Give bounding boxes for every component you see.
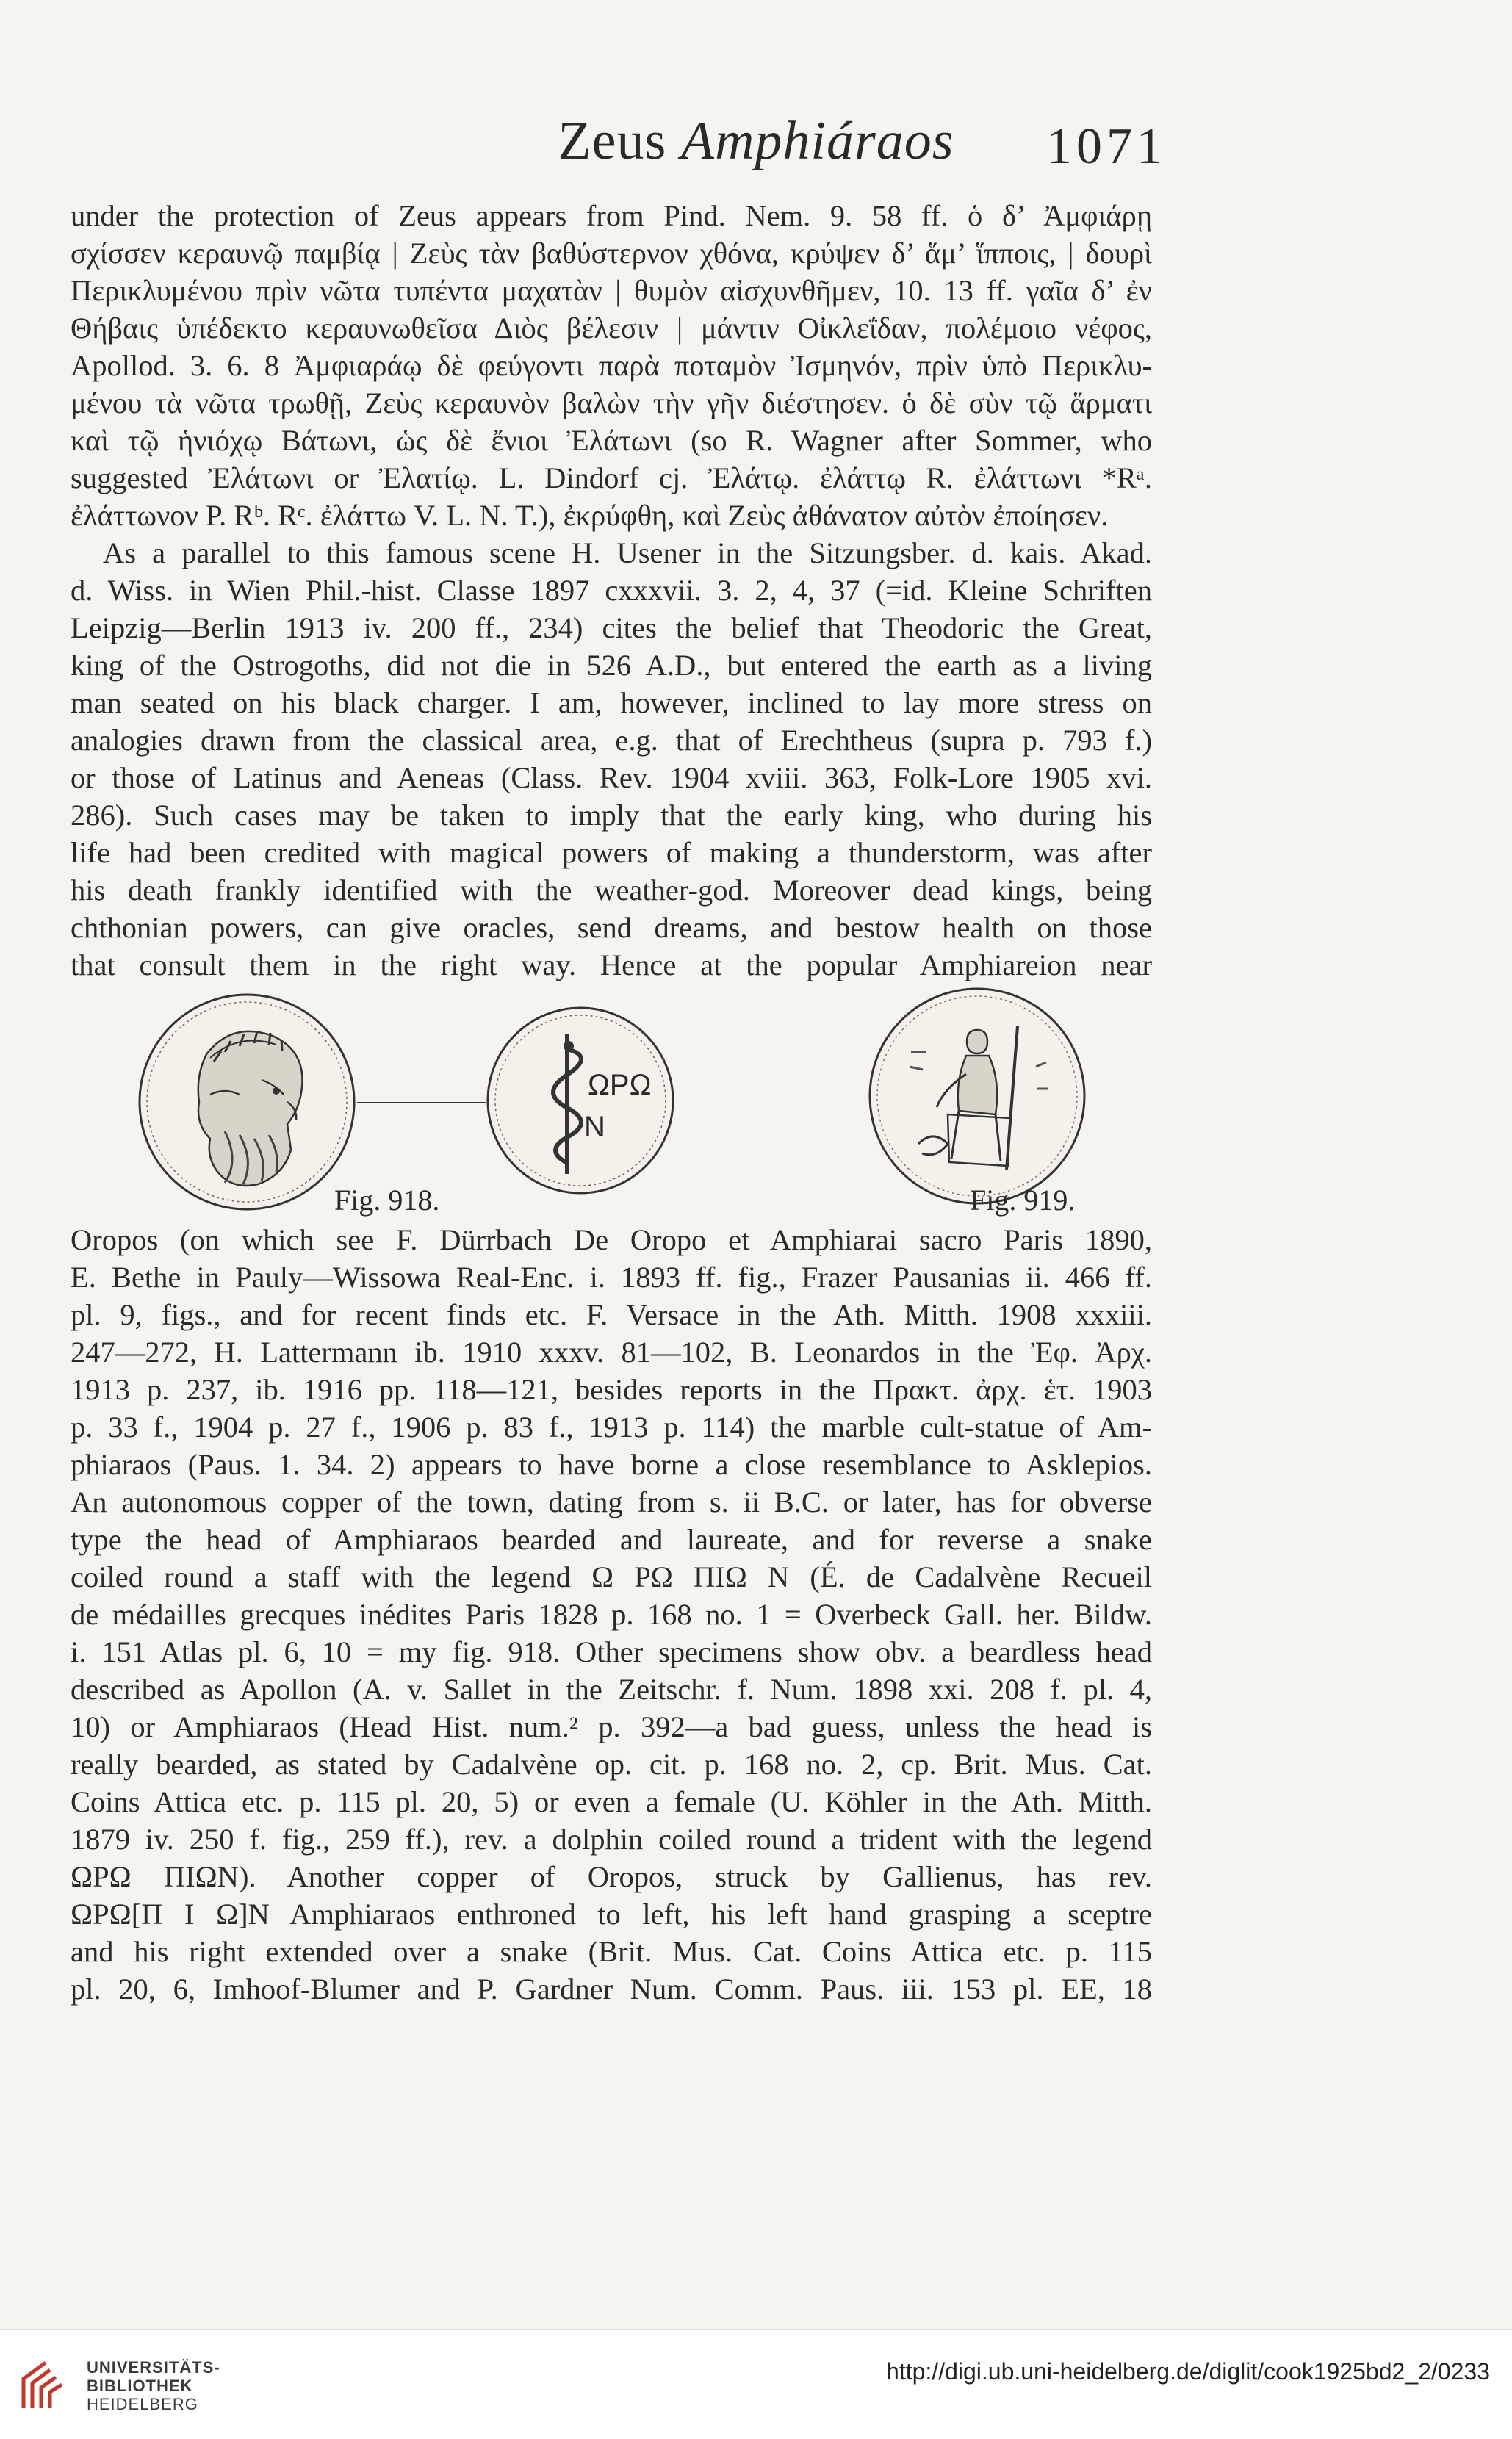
text-line: life had been credited with magical powers of making a thunderstorm, was after — [71, 836, 1152, 869]
text-line: Leipzig—Berlin 1913 iv. 200 ff., 234) cites the belief that Theodoric the Great, — [71, 611, 1152, 644]
paragraph-1 — [71, 197, 1152, 534]
text-line: king of the Ostrogoths, did not die in 526 A.D., but entered the earth as a living — [71, 649, 1152, 682]
text-line: that consult them in the right way. Hence at the popular Amphiareion near — [71, 948, 1152, 981]
text-line: 1879 iv. 250 f. fig., 259 ff.), rev. a dolphin coiled round a trident with the legend — [71, 1823, 1152, 1856]
coin-legend-bottom: N — [584, 1111, 605, 1143]
text-line: An autonomous copper of the town, dating from s. ii B.C. or later, has for obverse — [71, 1485, 1152, 1518]
text-line: man seated on his black charger. I am, however, inclined to lay more stress on — [71, 686, 1152, 719]
library-name-line3: HEIDELBERG — [87, 2395, 198, 2413]
text-line: σχίσσεν κεραυνῷ παμβίᾳ | Ζεὺς τὰν βαθύστερνον χθόνα, κρύψεν δ’ ἅμ’ ἵπποις, | δουρὶ — [71, 237, 1152, 270]
library-name-line2: BIBLIOTHEK — [87, 2377, 193, 2395]
paragraph-3 — [71, 1221, 1152, 2008]
text-line: pl. 20, 6, Imhoof-Blumer and P. Gardner Num. Comm. Paus. iii. 153 pl. EE, 18 — [71, 1973, 1152, 2006]
text-line: phiaraos (Paus. 1. 34. 2) appears to have borne a close resemblance to Asklepios. — [71, 1448, 1152, 1481]
coin-head-image — [137, 992, 357, 1212]
title-plain: Zeus — [558, 111, 681, 171]
text-line: 247—272, H. Lattermann ib. 1910 xxxv. 81—102, B. Leonardos in the Ἐφ. Ἀρχ. — [71, 1336, 1152, 1369]
text-line: and his right extended over a snake (Brit. Mus. Cat. Coins Attica etc. p. 115 — [71, 1935, 1152, 1968]
text-line: E. Bethe in Pauly—Wissowa Real-Enc. i. 1893 ff. fig., Frazer Pausanias ii. 466 ff. — [71, 1261, 1152, 1294]
text-line: ΩPΩ ΠΙΩN). Another copper of Oropos, struck by Gallienus, has rev. — [71, 1860, 1152, 1893]
text-line: i. 151 Atlas pl. 6, 10 = my fig. 918. Other specimens show obv. a beardless head — [71, 1635, 1152, 1668]
text-line: analogies drawn from the classical area, e.g. that of Erechtheus (supra p. 793 f.) — [71, 724, 1152, 757]
permalink-url[interactable]: http://digi.ub.uni-heidelberg.de/diglit/cook1925bd2_2/0233 — [886, 2358, 1490, 2385]
text-line: Περικλυμένου πρὶν νῶτα τυπέντα μαχατὰν | θυμὸν αἰσχυνθῆμεν, 10. 13 ff. γαῖα δ’ ἐν — [71, 274, 1152, 307]
text-block-lower — [71, 1221, 1152, 2008]
text-line: ΩPΩ[Π Ι Ω]N Amphiaraos enthroned to left, his left hand grasping a sceptre — [71, 1898, 1152, 1931]
text-line: ἐλάττωνον P. Rᵇ. Rᶜ. ἐλάττω V. L. N. T.), ἐκρύφθη, καὶ Ζεὺς ἀθάνατον αὐτὸν ἐποίησεν. — [71, 499, 1109, 532]
text-line: 286). Such cases may be taken to imply that the early king, who during his — [71, 799, 1152, 832]
text-line: Apollod. 3. 6. 8 Ἀμφιαράῳ δὲ φεύγοντι παρὰ ποταμὸν Ἰσμηνόν, πρὶν ὑπὸ Περικλυ- — [71, 349, 1152, 382]
viewer-footer — [0, 2329, 1512, 2439]
text-line: described as Apollon (A. v. Sallet in the Zeitschr. f. Num. 1898 xxi. 208 f. pl. 4, — [71, 1673, 1152, 1706]
title-italic: Amphiáraos — [680, 111, 954, 171]
text-line: really bearded, as stated by Cadalvène op. cit. p. 168 no. 2, cp. Brit. Mus. Cat. — [71, 1748, 1152, 1781]
text-line: Θήβαις ὑπέδεκτο κεραυνωθεῖσα Διὸς βέλεσιν | μάντιν Οἰκλεΐδαν, πολέμοιο νέφος, — [71, 311, 1152, 345]
page-number: 1071 — [1046, 118, 1167, 175]
figure-918-caption: Fig. 918. — [334, 1184, 440, 1217]
text-line: chthonian powers, can give oracles, send dreams, and bestow health on those — [71, 911, 1152, 944]
text-line: p. 33 f., 1904 p. 27 f., 1906 p. 83 f., 1913 p. 114) the marble cult-statue of Am- — [71, 1411, 1152, 1444]
text-line: under the protection of Zeus appears from Pind. Nem. 9. 58 ff. ὁ δ’ Ἀμφιάρῃ — [71, 199, 1152, 232]
figure-leader-line — [357, 1102, 486, 1103]
coin-figures — [0, 970, 1512, 1220]
text-line: coiled round a staff with the legend Ω PΩ ΠΙΩ N (É. de Cadalvène Recueil — [71, 1560, 1152, 1593]
text-line: type the head of Amphiaraos bearded and laureate, and for reverse a snake — [71, 1523, 1152, 1556]
library-name — [87, 2358, 220, 2413]
text-line: μένου τὰ νῶτα τρωθῇ, Ζεὺς κεραυνὸν βαλὼν τὴν γῆν διέστησεν. ὁ δὲ σὺν τῷ ἅρματι — [71, 386, 1152, 419]
coin-legend-top: ΩPΩ — [588, 1069, 652, 1101]
library-logo-icon — [16, 2357, 75, 2415]
library-name-line1: UNIVERSITÄTS- — [87, 2358, 220, 2377]
text-block-upper — [71, 197, 1152, 984]
page-header — [0, 110, 1512, 184]
text-line: suggested Ἐλάτωνι or Ἐλατίῳ. L. Dindorf cj. Ἐλάτῳ. ἐλάττῳ R. ἐλάττωνι *Rᵃ. — [71, 461, 1152, 494]
figure-919-caption: Fig. 919. — [970, 1184, 1076, 1217]
text-line: As a parallel to this famous scene H. Usener in the Sitzungsber. d. kais. Akad. — [103, 536, 1152, 569]
text-line: pl. 9, figs., and for recent finds etc. F. Versace in the Ath. Mitth. 1908 xxxiii. — [71, 1298, 1152, 1331]
text-line: Oropos (on which see F. Dürrbach De Oropo et Amphiarai sacro Paris 1890, — [71, 1223, 1152, 1256]
text-line: or those of Latinus and Aeneas (Class. Rev. 1904 xviii. 363, Folk-Lore 1905 xvi. — [71, 761, 1152, 794]
running-title — [0, 110, 1512, 173]
text-line: de médailles grecques inédites Paris 1828 p. 168 no. 1 = Overbeck Gall. her. Bildw. — [71, 1598, 1152, 1631]
coin-enthroned-image — [867, 986, 1087, 1206]
paragraph-2 — [71, 534, 1152, 984]
text-line: his death frankly identified with the weather-god. Moreover dead kings, being — [71, 873, 1152, 907]
text-line: Coins Attica etc. p. 115 pl. 20, 5) or even a female (U. Köhler in the Ath. Mitth. — [71, 1785, 1152, 1818]
text-line: d. Wiss. in Wien Phil.-hist. Classe 1897 cxxxvii. 3. 2, 4, 37 (=id. Kleine Schriften — [71, 574, 1152, 607]
text-line: 10) or Amphiaraos (Head Hist. num.² p. 392—a bad guess, unless the head is — [71, 1710, 1152, 1743]
text-line: 1913 p. 237, ib. 1916 pp. 118—121, besides reports in the Πρακτ. ἀρχ. ἑτ. 1903 — [71, 1373, 1152, 1406]
text-line: καὶ τῷ ἡνιόχῳ Βάτωνι, ὡς δὲ ἔνιοι Ἐλάτωνι (so R. Wagner after Sommer, who — [71, 424, 1152, 457]
